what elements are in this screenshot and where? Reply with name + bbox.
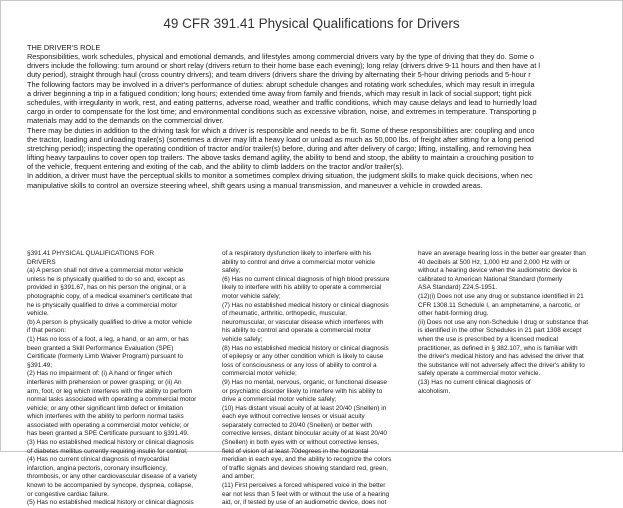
- text-line: the driver's medical history and has advised the driver that: [418, 353, 584, 361]
- text-line: (1) Has no loss of a foot, a leg, a hand, or an arm, or has: [27, 335, 189, 343]
- page-title: 49 CFR 391.41 Physical Qualifications for Drivers: [163, 16, 460, 31]
- text-line: (3) Has no established medical history or clinical diagnosis: [27, 439, 194, 447]
- text-line: been granted a Skill Performance Evaluation (SPE): [27, 344, 174, 352]
- text-line: of diabetes mellitus currently requiring insulin for control;: [27, 447, 188, 455]
- text-line: have an average hearing loss in the better ear greater than: [418, 250, 586, 257]
- text-line: if that person:: [27, 327, 67, 335]
- text-line: (b) A person is physically qualified to drive a motor vehicle: [27, 318, 192, 326]
- text-line: a driver beginning a trip in a fatigued condition; long hours; extended time away from family and friends, which may result in lack of social support; tight pick: [27, 88, 532, 98]
- text-line: field of vision of at least 70degrees in the horizontal: [222, 447, 369, 455]
- text-line: schedules, with irregularity in work, rest, and eating patterns, adverse road, weather and traffic conditions, which may cause delays and lead to hurriedly load: [27, 97, 537, 107]
- text-line: safely operate a commercial motor vehicle.: [418, 370, 541, 378]
- text-line: CFR 1308.11 Schedule I, an amphetamine, a narcotic, or: [418, 301, 581, 309]
- text-line: lifting heavy tarpaulins to cover open top trailers. The above tasks demand agility, the ability to bend and stoop, the ability to maintain a crouching position to: [27, 153, 534, 163]
- text-line: (13) Has no current clinical diagnosis of: [418, 378, 531, 386]
- text-line: the substance will not adversely affect the driver's ability to: [418, 361, 585, 369]
- text-line: infarction, angina pectoris, coronary insufficiency,: [27, 464, 168, 472]
- text-line: motor vehicle safely;: [222, 292, 281, 300]
- text-line: when the use is prescribed by a licensed medical: [418, 335, 558, 343]
- text-line: thrombosis, or any other cardiovascular disease of a variety: [27, 473, 197, 481]
- text-line: meridian in each eye, and the ability to recognize the colors: [222, 456, 392, 464]
- text-line: Responsibilities, work schedules, physical and emotional demands, and lifestyles among commercial drivers vary by the type of driving that they do. Some o: [27, 52, 534, 61]
- text-line: §391.41 PHYSICAL QUALIFICATIONS FOR: [27, 250, 155, 257]
- text-line: (ii) Does not use any non-Schedule I drug or substance that: [418, 318, 588, 326]
- text-line: manipulative skills to control an oversize steering wheel, shift gears using a manual transmission, and maneuver a vehicle in crowded areas.: [27, 180, 483, 190]
- drivers-role-text: [27, 52, 623, 190]
- text-line: materials may add to the demands on the commercial driver.: [27, 116, 224, 126]
- text-line: ASA Standard) Z24.5-1951.: [418, 284, 498, 292]
- text-line: practitioner, as defined in § 382.107, who is familiar with: [418, 344, 578, 352]
- text-line: normal tasks associated with operating a commercial motor: [27, 396, 197, 404]
- text-line: (8) Has no established medical history or clinical diagnosis: [222, 344, 389, 352]
- text-line: duty period), straight through haul (cross country drivers); and team drivers (drivers share the driving by alternating their 5-hour driving periods and 5-hour r: [27, 70, 531, 80]
- text-line: (a) A person shall not drive a commercial motor vehicle: [27, 267, 184, 275]
- text-line: corrective lenses, distant binocular acuity of at least 20/40: [222, 430, 387, 438]
- text-line: drivers include the following: turn around or short relay (drivers return to their home base each evening); long relay (drivers drive 9-11 hours and then have at l: [27, 61, 540, 71]
- text-line: photographic copy, of a medical examiner's certificate that: [27, 292, 192, 300]
- text-line: (5) Has no established medical history or clinical diagnosis: [27, 499, 194, 507]
- text-line: commercial motor vehicle;: [222, 370, 297, 378]
- text-line: stretching period); inspecting the operating condition of tractor and/or trailer(s) before, during and after delivery of cargo; lifting, installing, and removing hea: [27, 143, 532, 153]
- text-line: vehicle safely;: [222, 335, 263, 343]
- text-line: DRIVERS: [27, 258, 56, 266]
- regulation-column-3: [418, 250, 623, 396]
- text-line: provided in §391.67, has on his person the original, or a: [27, 284, 186, 292]
- text-line: (4) Has no current clinical diagnosis of myocardial: [27, 456, 170, 464]
- text-line: the tractor, loading and unloading trailer(s) (sometimes a driver may lift a heavy load or unload as much as 50,000 lbs. of freight after sitting for a long period: [27, 134, 534, 144]
- text-line: of epilepsy or any other condition which is likely to cause: [222, 353, 384, 361]
- text-line: ear not less than 5 feet with or without the use of a hearing: [222, 490, 390, 498]
- text-line: of traffic signals and devices showing standard red, green,: [222, 464, 388, 472]
- text-line: likely to interfere with his ability to operate a commercial: [222, 284, 382, 292]
- text-line: which interferes with the ability to perform normal tasks: [27, 413, 184, 421]
- text-line: vehicle.: [27, 310, 49, 318]
- regulation-column-1: [27, 250, 237, 508]
- text-line: calibrated to American National Standard (formerly: [418, 275, 563, 283]
- text-line: of rheumatic, arthritic, orthopedic, muscular,: [222, 310, 347, 318]
- text-line: of the vehicle, frequent entering and exiting of the cab, and the ability to climb ladders on the tractor and/or trailer(s).: [27, 162, 404, 172]
- text-line: (Snellen) in both eyes with or without corrective lenses,: [222, 439, 380, 447]
- text-line: There may be duties in addition to the driving task for which a driver is responsible and needs to be fit. Some of these responsibilities are: coupling and unco: [27, 125, 535, 135]
- text-line: drive a commercial motor vehicle safely;: [222, 396, 337, 404]
- regulation-column-2: [222, 250, 427, 508]
- text-line: has been granted a SPE Certificate pursuant to §391.49.: [27, 430, 189, 438]
- text-line: or congestive cardiac failure.: [27, 490, 109, 498]
- text-line: (6) Has no current clinical diagnosis of high blood pressure: [222, 275, 390, 283]
- text-line: vehicle; or any other significant limb defect or limitation: [27, 404, 184, 412]
- text-line: loss of consciousness or any loss of ability to control a: [222, 361, 377, 369]
- section-heading: THE DRIVER'S ROLE: [27, 43, 101, 52]
- text-line: (10) Has distant visual acuity of at least 20/40 (Snellen) in: [222, 404, 387, 412]
- text-line: (11) First perceives a forced whispered voice in the better: [222, 482, 386, 490]
- text-line: cargo in order to compensate for the lost time; and environmental conditions such as excessive vibration, noise, and extremes in temperature. Transporting p: [27, 107, 537, 117]
- text-line: safely;: [222, 267, 241, 275]
- text-line: without a hearing device when the audiometric device is: [418, 267, 578, 275]
- text-line: or psychiatric disorder likely to interfere with his ability to: [222, 387, 383, 395]
- text-line: In addition, a driver must have the perceptual skills to monitor a sometimes complex driving situation, the judgment skills to make quick decisions, when nec: [27, 171, 533, 181]
- text-line: each eye without corrective lenses or visual acuity: [222, 413, 365, 421]
- text-line: §391.49;: [27, 361, 53, 369]
- text-line: he is physically qualified to drive a commercial motor: [27, 301, 178, 309]
- text-line: and amber;: [222, 473, 255, 481]
- text-line: arm, foot, or leg which interferes with the ability to perform: [27, 387, 193, 395]
- text-line: ability to control and drive a commercial motor vehicle: [222, 258, 376, 266]
- text-line: The following factors may be involved in a driver's performance of duties: abrupt schedule changes and rotating work schedules, which may result in irregula: [27, 79, 535, 89]
- text-line: (12)(i) Does not use any drug or substance identified in 21: [418, 292, 584, 300]
- text-line: Certificate (formerly Limb Waiver Program) pursuant to: [27, 353, 184, 361]
- text-line: alcoholism.: [418, 387, 451, 395]
- text-line: aid, or, if tested by use of an audiometric device, does not: [222, 499, 387, 507]
- text-line: (7) Has no established medical history or clinical diagnosis: [222, 301, 389, 309]
- text-line: other habit-forming drug.: [418, 310, 489, 318]
- text-line: (2) Has no impairment of: (i) A hand or finger which: [27, 370, 173, 378]
- text-line: separately corrected to 20/40 (Snellen) or better with: [222, 421, 372, 429]
- text-line: (9) Has no mental, nervous, organic, or functional disease: [222, 378, 387, 386]
- text-line: neuromuscular, or vascular disease which interferes with: [222, 318, 384, 326]
- text-line: is identified in the other Schedules in 21 part 1308 except: [418, 327, 582, 335]
- text-line: interferes with prehension or power grasping; or (ii) An: [27, 378, 182, 386]
- text-line: his ability to control and operate a commercial motor: [222, 327, 372, 335]
- text-line: known to be accompanied by syncope, dyspnea, collapse,: [27, 482, 194, 490]
- text-line: associated with operating a commercial motor vehicle; or: [27, 421, 190, 429]
- text-line: 40 decibels at 500 Hz, 1,000 Hz and 2,000 Hz with or: [418, 258, 571, 266]
- text-line: unless he is physically qualified to do so and, except as: [27, 275, 185, 283]
- text-line: of a respiratory dysfunction likely to interfere with his: [222, 250, 372, 257]
